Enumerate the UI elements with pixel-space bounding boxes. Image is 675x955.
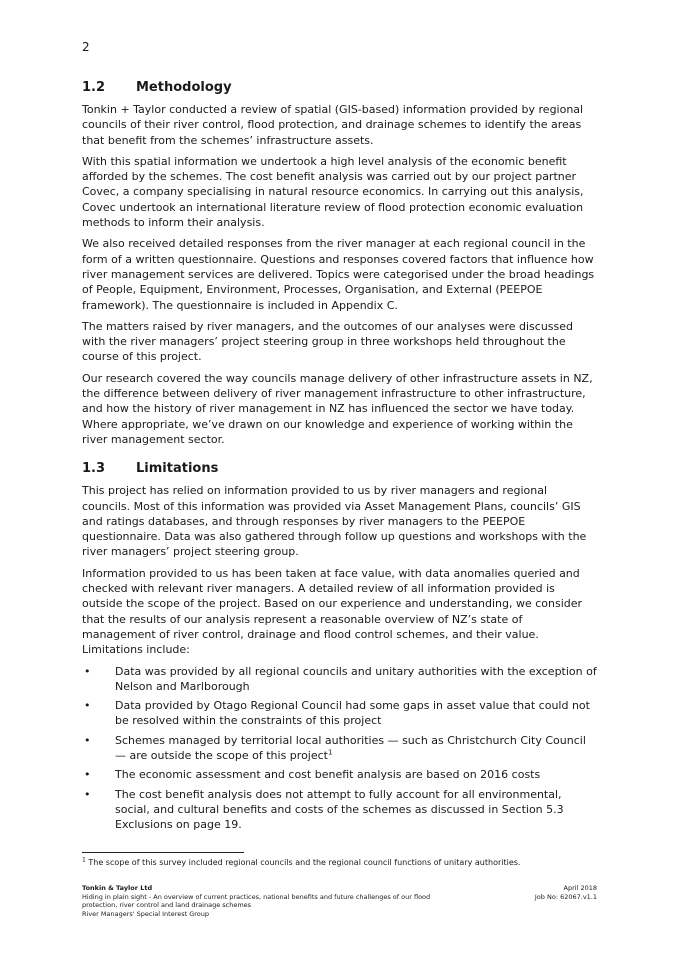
bullet-icon: • — [84, 787, 91, 801]
footer-company: Tonkin & Taylor Ltd — [82, 884, 153, 892]
limitations-list — [82, 664, 597, 833]
list-item — [82, 698, 597, 729]
bullet-icon: • — [84, 768, 91, 782]
paragraph: With this spatial information we undertook a high level analysis of the economic benefit afforded by the schemes. The cost benefit analysis was carried out by our project partner Covec, a company specialising in natural resource economics. In carrying out this analysis, Covec undertook an international literature review of flood protection economic evaluation methods to inform their analysis. — [82, 154, 584, 230]
footer-job-number: Job No: 62067.v1.1 — [534, 892, 597, 901]
bullet-icon: • — [84, 733, 91, 747]
section-heading-limitations — [82, 461, 597, 476]
page-number: 2 — [82, 40, 90, 54]
footnote-divider — [82, 852, 244, 853]
list-item-text: The cost benefit analysis does not attempt to fully account for all environmental, social, and cultural benefits and costs of the schemes as discussed in Section 5.3 Exclusions on page 19. — [115, 787, 564, 832]
paragraph: We also received detailed responses from the river manager at each regional council in the form of a written questionnaire. Questions and responses covered factors that influence how river management services are delivered. Topics were categorised under the broad headings of People, Equipment, Environment, Processes, Organisation, and External (PEEPOE framework). The questionnaire is included in Appendix C. — [82, 237, 595, 312]
list-item — [82, 787, 597, 833]
footnote — [82, 857, 597, 868]
list-item-text: Data was provided by all regional councils and unitary authorities with the exception of Nelson and Marlborough — [115, 664, 597, 693]
section-number: 1.3 — [82, 461, 106, 477]
list-item-text: Data provided by Otago Regional Council had some gaps in asset value that could not be resolved within the constraints of this project — [115, 699, 590, 728]
paragraph: Tonkin + Taylor conducted a review of spatial (GIS-based) information provided by regional councils of their river control, flood protection, and drainage schemes to identify the areas that benefit from the schemes’ infrastructure assets. — [82, 103, 584, 147]
section-number: 1.2 — [82, 80, 106, 95]
document-body — [82, 80, 597, 836]
bullet-icon: • — [84, 664, 91, 678]
footnote-reference[interactable]: 1 — [327, 748, 333, 757]
section-title: Limitations — [136, 461, 219, 477]
footer-document-title: Hiding in plain sight - An overview of current practices, national benefits and future challenges of our flood — [82, 892, 431, 901]
footnote-text: The scope of this survey included regional councils and the regional council functions of unitary authorities. — [88, 858, 521, 867]
footer-document-title-cont: protection, river control and land drainage schemes — [82, 901, 252, 909]
paragraph: Information provided to us has been taken at face value, with data anomalies queried and checked with relevant river managers. A detailed review of all information provided is outside the scope of the project. Based on our experience and understanding, we consider that the results of our analysis represent a reasonable overview of NZ’s state of management of river control, drainage and flood control schemes, and their value. Limitations include: — [82, 566, 583, 657]
paragraph: The matters raised by river managers, and the outcomes of our analyses were discussed with the river managers’ project steering group in three workshops held throughout the course of this project. — [82, 319, 573, 364]
paragraph: Our research covered the way councils manage delivery of other infrastructure assets in NZ, the difference between delivery of river management infrastructure to other infrastructure, and how the history of river management in NZ has influenced the sector we have today. Where appropriate, we’ve drawn on our knowledge and experience of working within the river management sector. — [82, 371, 593, 446]
section-heading-methodology — [82, 80, 597, 95]
footer-date: April 2018 — [563, 884, 597, 892]
bullet-icon: • — [84, 699, 91, 713]
section-title: Methodology — [136, 80, 232, 95]
list-item — [82, 767, 597, 782]
footnote-marker: 1 — [82, 856, 86, 864]
paragraph: This project has relied on information provided to us by river managers and regional councils. Most of this information was provided via Asset Management Plans, councils’ GIS and ratings databases, and through responses by river managers to the PEEPOE questionnaire. Data was also gathered through follow up questions and workshops with the river managers’ project steering group. — [82, 484, 587, 559]
list-item-text: Schemes managed by territorial local authorities — such as Christchurch City Council — are outside the scope of this project — [115, 733, 586, 762]
footer-client: River Managers' Special Interest Group — [82, 909, 210, 918]
list-item — [82, 733, 597, 764]
list-item-text: The economic assessment and cost benefit analysis are based on 2016 costs — [115, 768, 541, 782]
list-item — [82, 664, 597, 695]
